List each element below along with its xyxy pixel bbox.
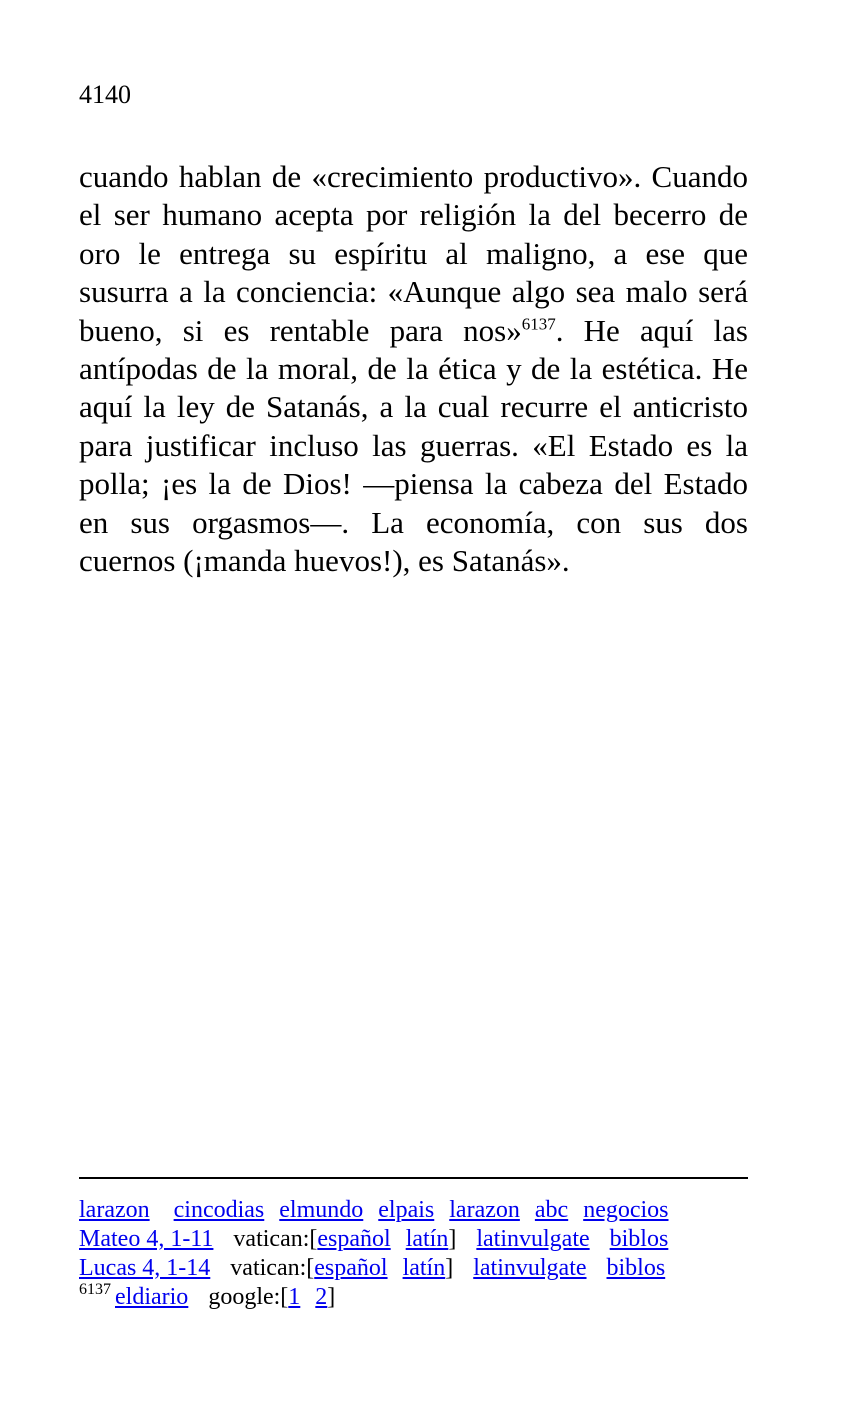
link-mateo-4-1-11[interactable]: Mateo 4, 1-11	[79, 1226, 214, 1252]
link-larazon-2[interactable]: larazon	[449, 1197, 520, 1223]
link-google-2[interactable]: 2	[315, 1284, 328, 1310]
link-vatican-latin[interactable]: latín	[402, 1255, 446, 1281]
link-google-1[interactable]: 1	[288, 1284, 301, 1310]
link-biblos[interactable]: biblos	[609, 1226, 669, 1252]
link-eldiario[interactable]: eldiario	[115, 1284, 189, 1310]
link-latinvulgate[interactable]: latinvulgate	[476, 1226, 590, 1252]
vatican-label: vatican:[	[230, 1255, 315, 1281]
link-biblos[interactable]: biblos	[606, 1255, 666, 1281]
vatican-close: ]	[445, 1255, 454, 1281]
google-label: google:[	[208, 1284, 289, 1310]
link-vatican-espanol[interactable]: español	[314, 1255, 388, 1281]
footnote-marker: 6137	[79, 1281, 111, 1298]
footnote-line-lucas	[79, 1254, 779, 1283]
link-cincodias[interactable]: cincodias	[173, 1197, 265, 1223]
footnote-reference[interactable]: 6137	[521, 314, 556, 334]
footnote-line-news-links	[79, 1196, 779, 1225]
link-elpais[interactable]: elpais	[378, 1197, 435, 1223]
link-vatican-espanol[interactable]: español	[317, 1226, 391, 1252]
link-negocios[interactable]: negocios	[583, 1197, 669, 1223]
link-vatican-latin[interactable]: latín	[405, 1226, 449, 1252]
link-larazon[interactable]: larazon	[79, 1197, 150, 1223]
body-text-before-note: cuando hablan de «crecimiento productivo». Cuando el ser humano acepta por religión la del becerro de oro le entrega su espíritu al maligno, a ese que susurra a la conciencia: «Aunque algo sea malo será bueno, si es rentable para nos»	[79, 159, 748, 348]
link-elmundo[interactable]: elmundo	[279, 1197, 364, 1223]
page-number: 4140	[79, 80, 131, 109]
link-abc[interactable]: abc	[534, 1197, 569, 1223]
link-latinvulgate[interactable]: latinvulgate	[473, 1255, 587, 1281]
body-paragraph	[79, 158, 748, 580]
vatican-close: ]	[448, 1226, 457, 1252]
body-text-after-note: . He aquí las antípodas de la moral, de la ética y de la estética. He aquí la ley de Satanás, a la cual recurre el anticristo para justificar incluso las guerras. «El Estado es la polla; ¡es la de Dios! —piensa la cabeza del Estado en sus orgasmos—. La economía, con sus dos cuernos (¡manda huevos!), es Satanás».	[79, 312, 748, 579]
footnote-6137	[79, 1283, 779, 1312]
footnotes-section	[79, 1196, 779, 1312]
link-lucas-4-1-14[interactable]: Lucas 4, 1-14	[79, 1255, 211, 1281]
footnote-divider	[79, 1177, 748, 1179]
footnote-line-mateo	[79, 1225, 779, 1254]
google-close: ]	[327, 1284, 336, 1310]
vatican-label: vatican:[	[233, 1226, 318, 1252]
